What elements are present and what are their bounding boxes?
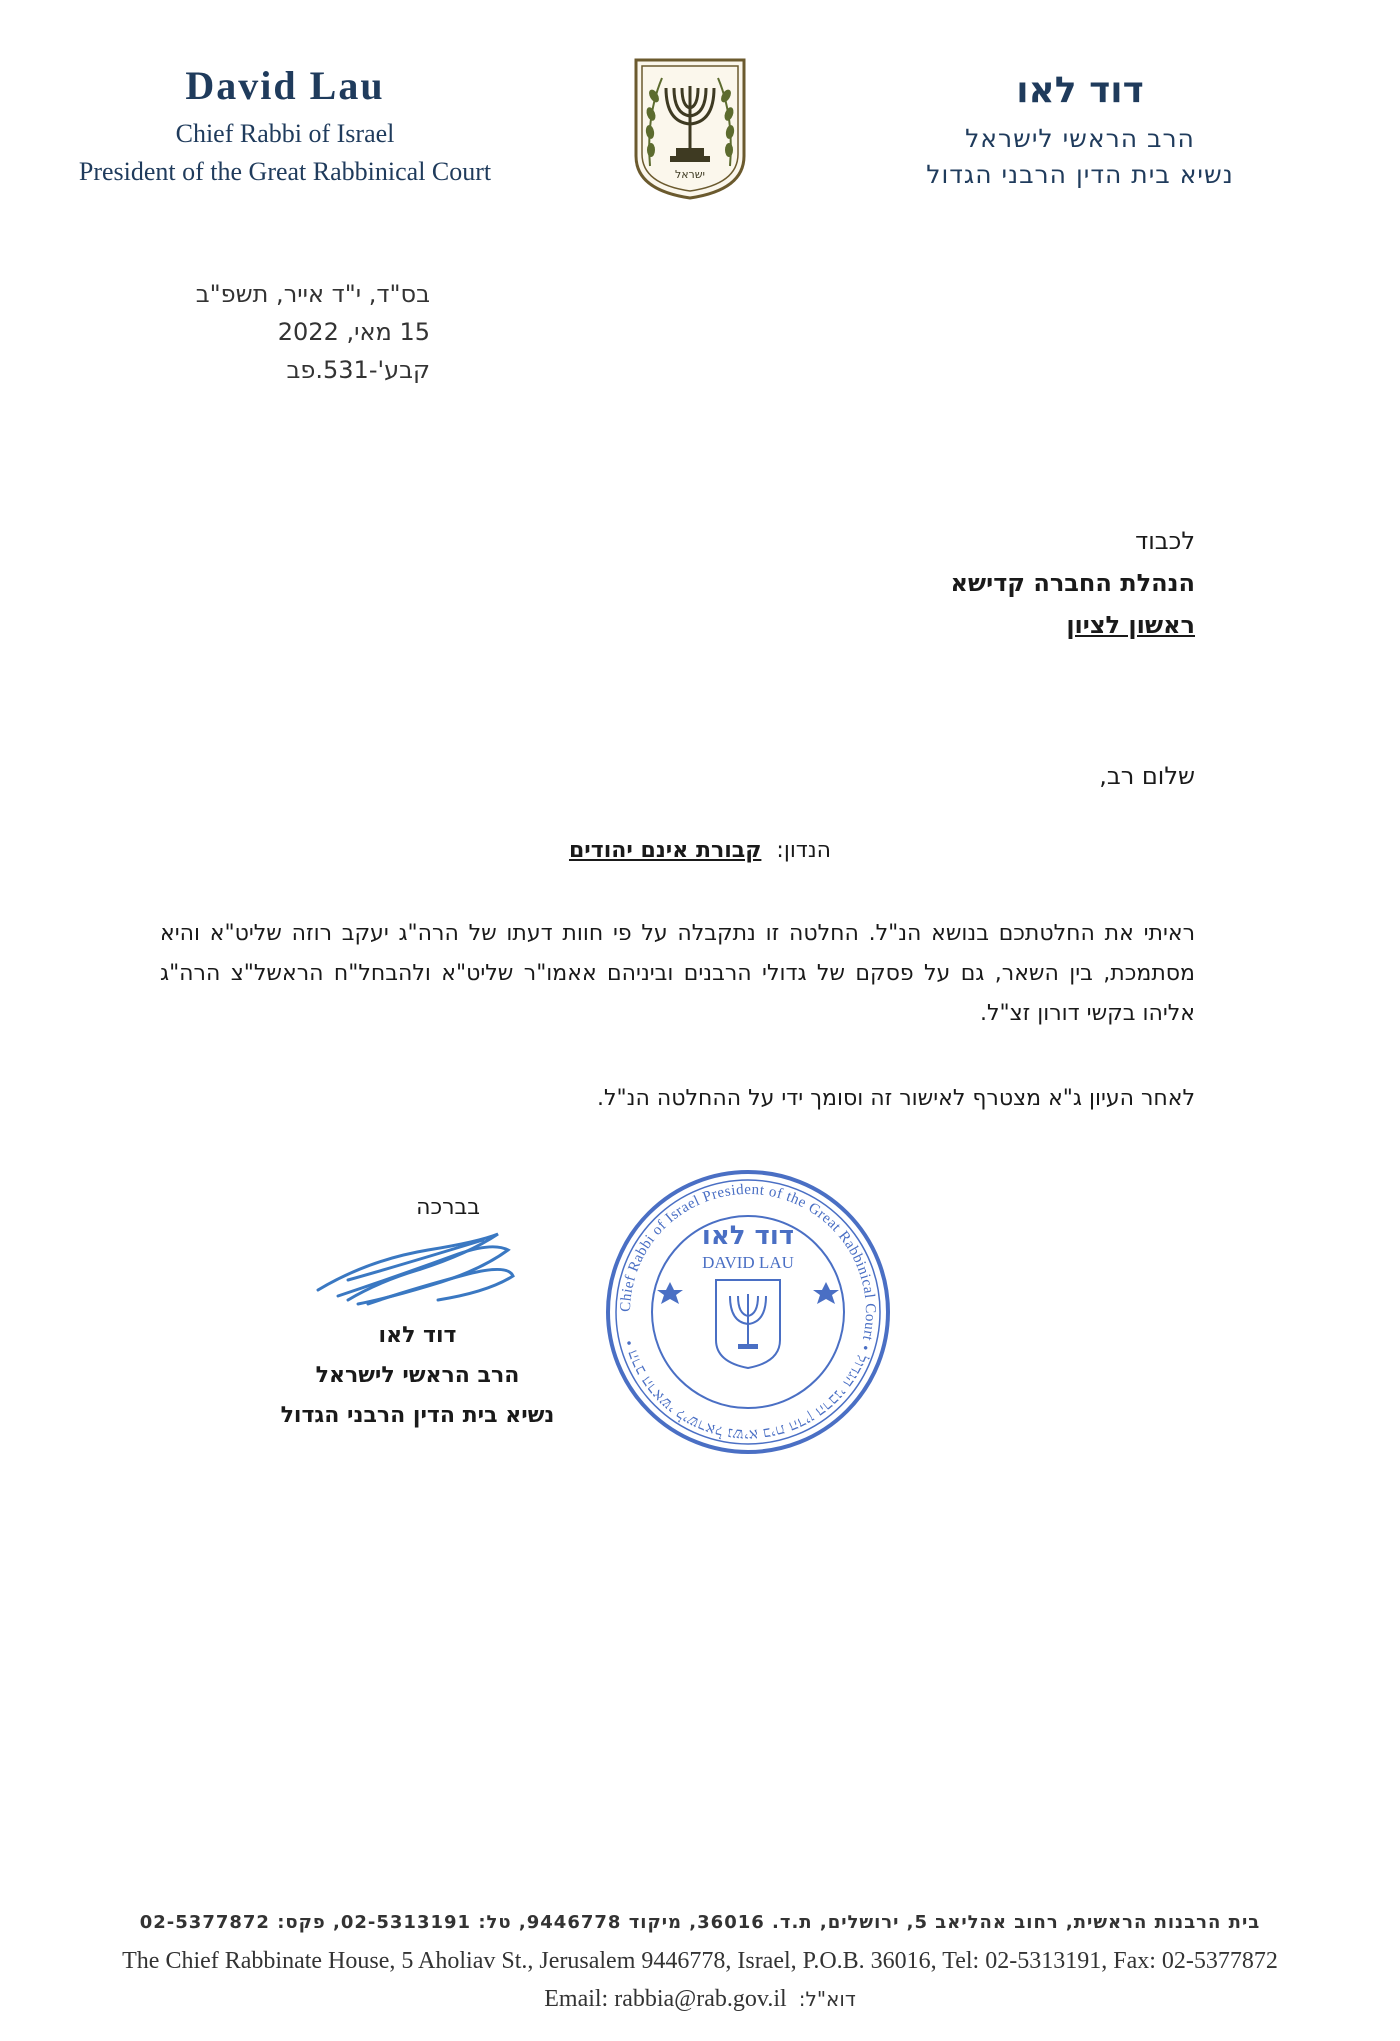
signer-title-2: נשיא בית הדין הרבני הגדול — [280, 1403, 555, 1428]
date-block — [160, 275, 430, 389]
footer-email-label-he: דוא"ל: — [798, 1987, 856, 2011]
footer-email-text: Email: rabbia@rab.gov.il — [544, 1986, 787, 2012]
footer-address-en: The Chief Rabbinate House, 5 Aholiav St., Jerusalem 9446778, Israel, P.O.B. 36016, Tel: 02-5313191, Fax: 02-5377872 — [122, 1948, 1278, 1974]
greeting: שלום רב, — [1099, 762, 1195, 790]
signer-name: דוד לאו — [378, 1323, 457, 1348]
addressee-city: ראשון לציון — [1066, 611, 1195, 639]
stamp-name-he: דוד לאו — [701, 1221, 795, 1251]
hebrew-date: בס"ד, י"ד אייר, תשפ"ב — [195, 280, 430, 308]
gregorian-date: 15 מאי, 2022 — [277, 318, 430, 346]
official-stamp-icon — [598, 1162, 898, 1462]
subject-label: הנדון: — [776, 838, 831, 863]
stamp-ring-text: Chief Rabbi of Israel President of the Great Rabbinical Court • הרב הראשי לישראל נשיא בית הדין הרבני הגדול • — [617, 1181, 879, 1443]
sender-title-he: הרב הראשי לישראל — [965, 124, 1195, 153]
sender-court-en: President of the Great Rabbinical Court — [78, 157, 492, 186]
body-paragraph-1: ראיתי את החלטתכם בנושא הנ"ל. החלטה זו נתקבלה על פי חוות דעתו של הרה"ג יעקב רוזה שליט"א והיא מסתמכת, בין השאר, גם על פסקם של גדולי הרבנים וביניהם אאמו"ר שליט"א ולהבחל"ח הראשל"צ הרה"ג אליהו בקשי דורון זצ"ל. — [160, 921, 1195, 1026]
stamp-name-en: DAVID LAU — [702, 1253, 794, 1272]
sender-name-en: David Lau — [185, 63, 385, 108]
sender-title-en: Chief Rabbi of Israel — [175, 119, 395, 148]
addressee-salutation: לכבוד — [1135, 527, 1195, 555]
letterhead-english — [70, 62, 500, 191]
subject-value: קבורת אינם יהודים — [568, 838, 762, 863]
signature-block — [245, 1195, 590, 1436]
body-paragraph-2: לאחר העיון ג"א מצטרף לאישור זה וסומך ידי על ההחלטה הנ"ל. — [597, 1086, 1195, 1111]
reference-number: קבע'-531.פב — [286, 356, 430, 384]
sender-court-he: נשיא בית הדין הרבני הגדול — [926, 160, 1234, 189]
letter-footer — [0, 1905, 1400, 2017]
handwritten-signature — [308, 1220, 528, 1316]
addressee-block — [950, 520, 1195, 646]
addressee-org: הנהלת החברה קדישא — [950, 569, 1195, 597]
footer-email — [0, 1981, 1400, 2017]
closing-blessing: בברכה — [416, 1195, 480, 1220]
subject-line — [0, 838, 1400, 863]
sender-name-he: דוד לאו — [1016, 70, 1144, 111]
footer-address-he: בית הרבנות הראשית, רחוב אהליאב 5, ירושלים, ת.ד. 36016, מיקוד 9446778, טל: 02-5313191, פקס: 02-5377872 — [139, 1912, 1261, 1933]
letterhead-hebrew — [860, 70, 1300, 193]
signer-title-1: הרב הראשי לישראל — [315, 1363, 520, 1388]
emblem-caption: ישראל — [674, 168, 706, 181]
menorah-emblem-icon — [632, 56, 748, 200]
